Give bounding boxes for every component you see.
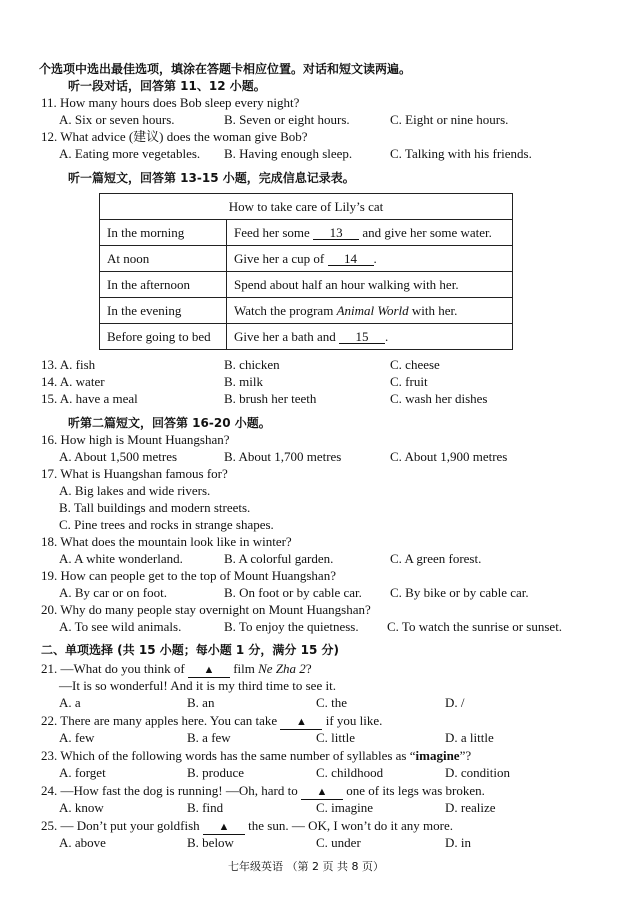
option-b: B. About 1,700 metres	[224, 449, 342, 464]
option-c: C. imagine	[316, 800, 374, 815]
time-cell: Before going to bed	[100, 324, 227, 350]
answer-blank[interactable]: ▲	[203, 821, 245, 835]
option-a: A. a	[59, 695, 81, 710]
target-word: imagine	[415, 748, 460, 763]
question-stem: 18. What does the mountain look like in winter?	[41, 534, 292, 549]
time-cell: In the afternoon	[100, 272, 227, 298]
question-stem: 25. — Don’t put your goldfish ▲ the sun. — OK, I won’t do it any more.	[41, 818, 454, 833]
question-stem: 21. —What do you think of ▲ film Ne Zha 2?	[41, 661, 312, 676]
option-c: C. By bike or by cable car.	[390, 585, 529, 600]
table-row	[100, 298, 513, 324]
option-c: C. Pine trees and rocks in strange shapes.	[59, 517, 274, 532]
question-stem: 20. Why do many people stay overnight on Mount Huangshan?	[41, 602, 371, 617]
option-c: C. wash her dishes	[390, 391, 488, 406]
option-c: C. Eight or nine hours.	[390, 112, 509, 127]
instructions-intro: 个选项中选出最佳选项，填涂在答题卡相应位置。对话和短文读两遍。	[39, 62, 412, 76]
question-reply: —It is so wonderful! And it is my third time to see it.	[59, 678, 336, 693]
option-b: B. Having enough sleep.	[224, 146, 353, 161]
option-a: A. Big lakes and wide rivers.	[59, 483, 211, 498]
program-title: Animal World	[336, 302, 409, 318]
option-c: C. the	[316, 695, 348, 710]
option-c: C. fruit	[390, 374, 428, 389]
option-a: A. About 1,500 metres	[59, 449, 178, 464]
option-d: D. condition	[445, 765, 510, 780]
option-a: A. above	[59, 835, 106, 850]
question-stem: 19. How can people get to the top of Mount Huangshan?	[41, 568, 336, 583]
time-cell: In the evening	[100, 298, 227, 324]
option-a: A. By car or on foot.	[59, 585, 167, 600]
option-b: B. To enjoy the quietness.	[224, 619, 359, 634]
table-row	[100, 324, 513, 350]
option-d: D. a little	[445, 730, 494, 745]
option-b: B. On foot or by cable car.	[224, 585, 362, 600]
section-title-passage-1: 听一篇短文，回答第 13-15 小题，完成信息记录表。	[68, 171, 355, 185]
option-d: D. in	[445, 835, 471, 850]
table-title: How to take care of Lily’s cat	[100, 194, 513, 220]
option-c: C. A green forest.	[390, 551, 482, 566]
option-a: A. Eating more vegetables.	[59, 146, 201, 161]
task-cell: Feed her some 13 and give her some water.	[227, 220, 513, 246]
answer-blank[interactable]: ▲	[188, 664, 230, 678]
question-stem: 12. What advice (建议) does the woman give Bob?	[41, 129, 308, 144]
option-a: A. A white wonderland.	[59, 551, 183, 566]
option-c: C. cheese	[390, 357, 440, 372]
option-b: B. A colorful garden.	[224, 551, 334, 566]
option-b: B. chicken	[224, 357, 280, 372]
option-a: A. forget	[59, 765, 106, 780]
option-c: C. To watch the sunrise or sunset.	[387, 619, 563, 634]
option-c: C. little	[316, 730, 355, 745]
option-c: C. childhood	[316, 765, 384, 780]
page-footer: 七年级英语 （第 2 页 共 8 页）	[228, 860, 384, 873]
question-stem: 16. How high is Mount Huangshan?	[41, 432, 230, 447]
option-a: 14. A. water	[41, 374, 105, 389]
question-stem: 24. —How fast the dog is running! —Oh, hard to ▲ one of its legs was broken.	[41, 783, 485, 798]
table-row	[100, 272, 513, 298]
film-title: Ne Zha 2	[258, 661, 306, 676]
task-cell: Spend about half an hour walking with her.	[227, 272, 513, 298]
option-c: C. Talking with his friends.	[390, 146, 532, 161]
task-cell: Give her a cup of 14 .	[227, 246, 513, 272]
option-a: 15. A. have a meal	[41, 391, 138, 406]
time-cell: In the morning	[100, 220, 227, 246]
answer-blank[interactable]: 14	[328, 252, 374, 266]
option-b: B. produce	[187, 765, 245, 780]
task-cell: Give her a bath and 15 .	[227, 324, 513, 350]
option-b: B. find	[187, 800, 224, 815]
section-title-dialogue: 听一段对话，回答第 11、12 小题。	[68, 79, 266, 93]
info-record-table	[99, 193, 513, 350]
option-b: B. brush her teeth	[224, 391, 317, 406]
option-b: B. an	[187, 695, 215, 710]
option-b: B. a few	[187, 730, 231, 745]
answer-blank[interactable]: ▲	[280, 716, 322, 730]
option-a: 13. A. fish	[41, 357, 96, 372]
part-two-title: 二、单项选择 (共 15 小题；每小题 1 分，满分 15 分)	[41, 643, 339, 657]
option-c: C. About 1,900 metres	[390, 449, 508, 464]
option-b: B. below	[187, 835, 234, 850]
table-row	[100, 246, 513, 272]
table-row	[100, 220, 513, 246]
answer-blank[interactable]: ▲	[301, 786, 343, 800]
question-stem: 23. Which of the following words has the same number of syllables as “imagine”?	[41, 748, 472, 763]
question-stem: 22. There are many apples here. You can take ▲ if you like.	[41, 713, 383, 728]
option-d: D. /	[445, 695, 465, 710]
option-a: A. Six or seven hours.	[59, 112, 175, 127]
option-d: D. realize	[445, 800, 496, 815]
question-stem: 17. What is Huangshan famous for?	[41, 466, 228, 481]
option-a: A. To see wild animals.	[59, 619, 182, 634]
option-b: B. milk	[224, 374, 264, 389]
option-a: A. few	[59, 730, 95, 745]
time-cell: At noon	[100, 246, 227, 272]
answer-blank[interactable]: 15	[339, 330, 385, 344]
option-b: B. Seven or eight hours.	[224, 112, 350, 127]
option-a: A. know	[59, 800, 104, 815]
section-title-passage-2: 听第二篇短文，回答第 16-20 小题。	[68, 416, 271, 430]
option-b: B. Tall buildings and modern streets.	[59, 500, 251, 515]
option-c: C. under	[316, 835, 361, 850]
question-stem: 11. How many hours does Bob sleep every night?	[41, 95, 300, 110]
task-cell: Watch the program Animal World with her.	[227, 298, 513, 324]
answer-blank[interactable]: 13	[313, 226, 359, 240]
